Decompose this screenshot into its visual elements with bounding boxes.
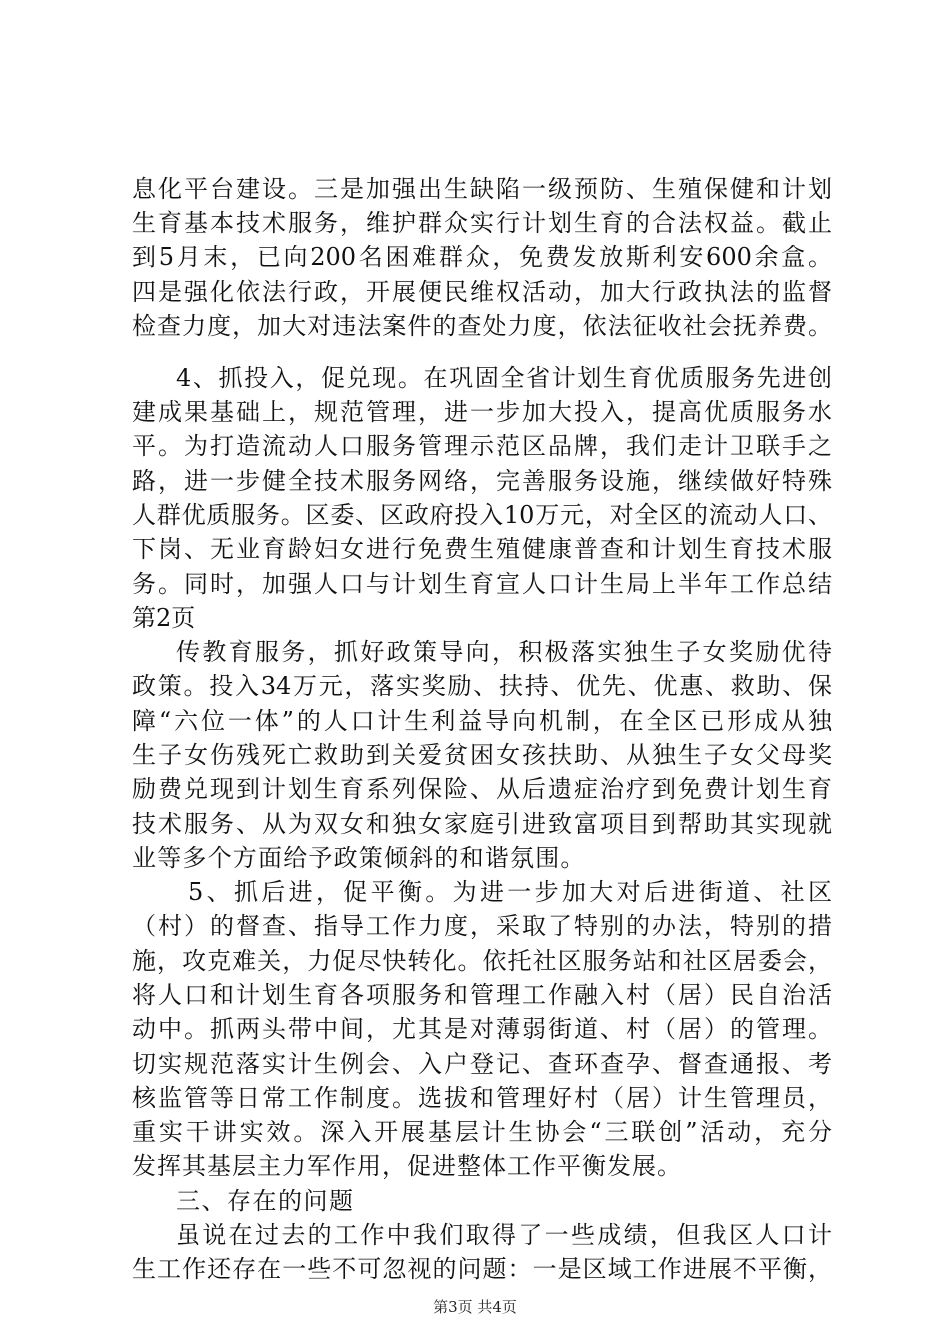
text-line: 虽说在过去的工作中我们取得了一些成绩，但我区人口计 [176, 1221, 832, 1249]
text-line: 切实规范落实计生例会、入户登记、查环查孕、督查通报、考 [132, 1050, 832, 1078]
text-line: 生子女伤残死亡救助到关爱贫困女孩扶助、从独生子女父母奖 [132, 741, 832, 769]
text-line: 动中。抓两头带中间，尤其是对薄弱街道、村（居）的管理。 [132, 1015, 832, 1043]
text-line: 业等多个方面给予政策倾斜的和谐氛围。 [132, 844, 586, 872]
text-line: 核监管等日常工作制度。选拔和管理好村（居）计生管理员， [132, 1084, 832, 1112]
text-line: 励费兑现到计划生育系列保险、从后遗症治疗到免费计划生育 [132, 775, 832, 803]
text-line: 重实干讲实效。深入开展基层计生协会“三联创”活动，充分 [132, 1118, 832, 1146]
text-line: 下岗、无业育龄妇女进行免费生殖健康普查和计划生育技术服 [132, 535, 832, 563]
text-line: 政策。投入34万元，落实奖励、扶持、优先、优惠、救助、保 [132, 672, 832, 700]
paragraph-heading-5: 5、抓后进，促平衡。为进一步加大对后进街道、社区 [188, 878, 832, 906]
text-line: （村）的督查、指导工作力度，采取了特别的办法，特别的措 [132, 912, 832, 940]
text-line: 第2页 [132, 604, 196, 632]
text-line: 平。为打造流动人口服务管理示范区品牌，我们走计卫联手之 [132, 432, 832, 460]
text-line: 到5月末，已向200名困难群众，免费发放斯利安600余盒。 [132, 243, 832, 271]
text-line: 障“六位一体”的人口计生利益导向机制，在全区已形成从独 [132, 707, 832, 735]
text-line: 生育基本技术服务，维护群众实行计划生育的合法权益。截止 [132, 209, 832, 237]
text-line: 发挥其基层主力军作用，促进整体工作平衡发展。 [132, 1152, 682, 1180]
text-line: 技术服务、从为双女和独女家庭引进致富项目到帮助其实现就 [132, 810, 832, 838]
text-line: 四是强化依法行政，开展便民维权活动，加大行政执法的监督 [132, 278, 832, 306]
paragraph-heading-4: 4、抓投入，促兑现。在巩固全省计划生育优质服务先进创 [176, 364, 832, 392]
section-heading: 三、存在的问题 [176, 1187, 355, 1215]
text-line: 建成果基础上，规范管理，进一步加大投入，提高优质服务水 [132, 398, 832, 426]
text-line: 施，攻克难关，力促尽快转化。依托社区服务站和社区居委会， [132, 947, 832, 975]
text-line: 路，进一步健全技术服务网络，完善服务设施，继续做好特殊 [132, 467, 832, 495]
text-line: 将人口和计划生育各项服务和管理工作融入村（居）民自治活 [132, 981, 832, 1009]
text-line: 传教育服务，抓好政策导向，积极落实独生子女奖励优待 [176, 638, 832, 666]
text-line: 人群优质服务。区委、区政府投入10万元，对全区的流动人口、 [132, 501, 832, 529]
text-line: 息化平台建设。三是加强出生缺陷一级预防、生殖保健和计划 [132, 175, 832, 203]
text-line: 务。同时，加强人口与计划生育宣人口计生局上半年工作总结 [132, 570, 832, 598]
page-footer: 第3页 共4页 [433, 1298, 517, 1316]
text-line: 生工作还存在一些不可忽视的问题：一是区域工作进展不平衡， [132, 1255, 832, 1283]
text-line: 检查力度，加大对违法案件的查处力度，依法征收社会抚养费。 [132, 312, 832, 340]
